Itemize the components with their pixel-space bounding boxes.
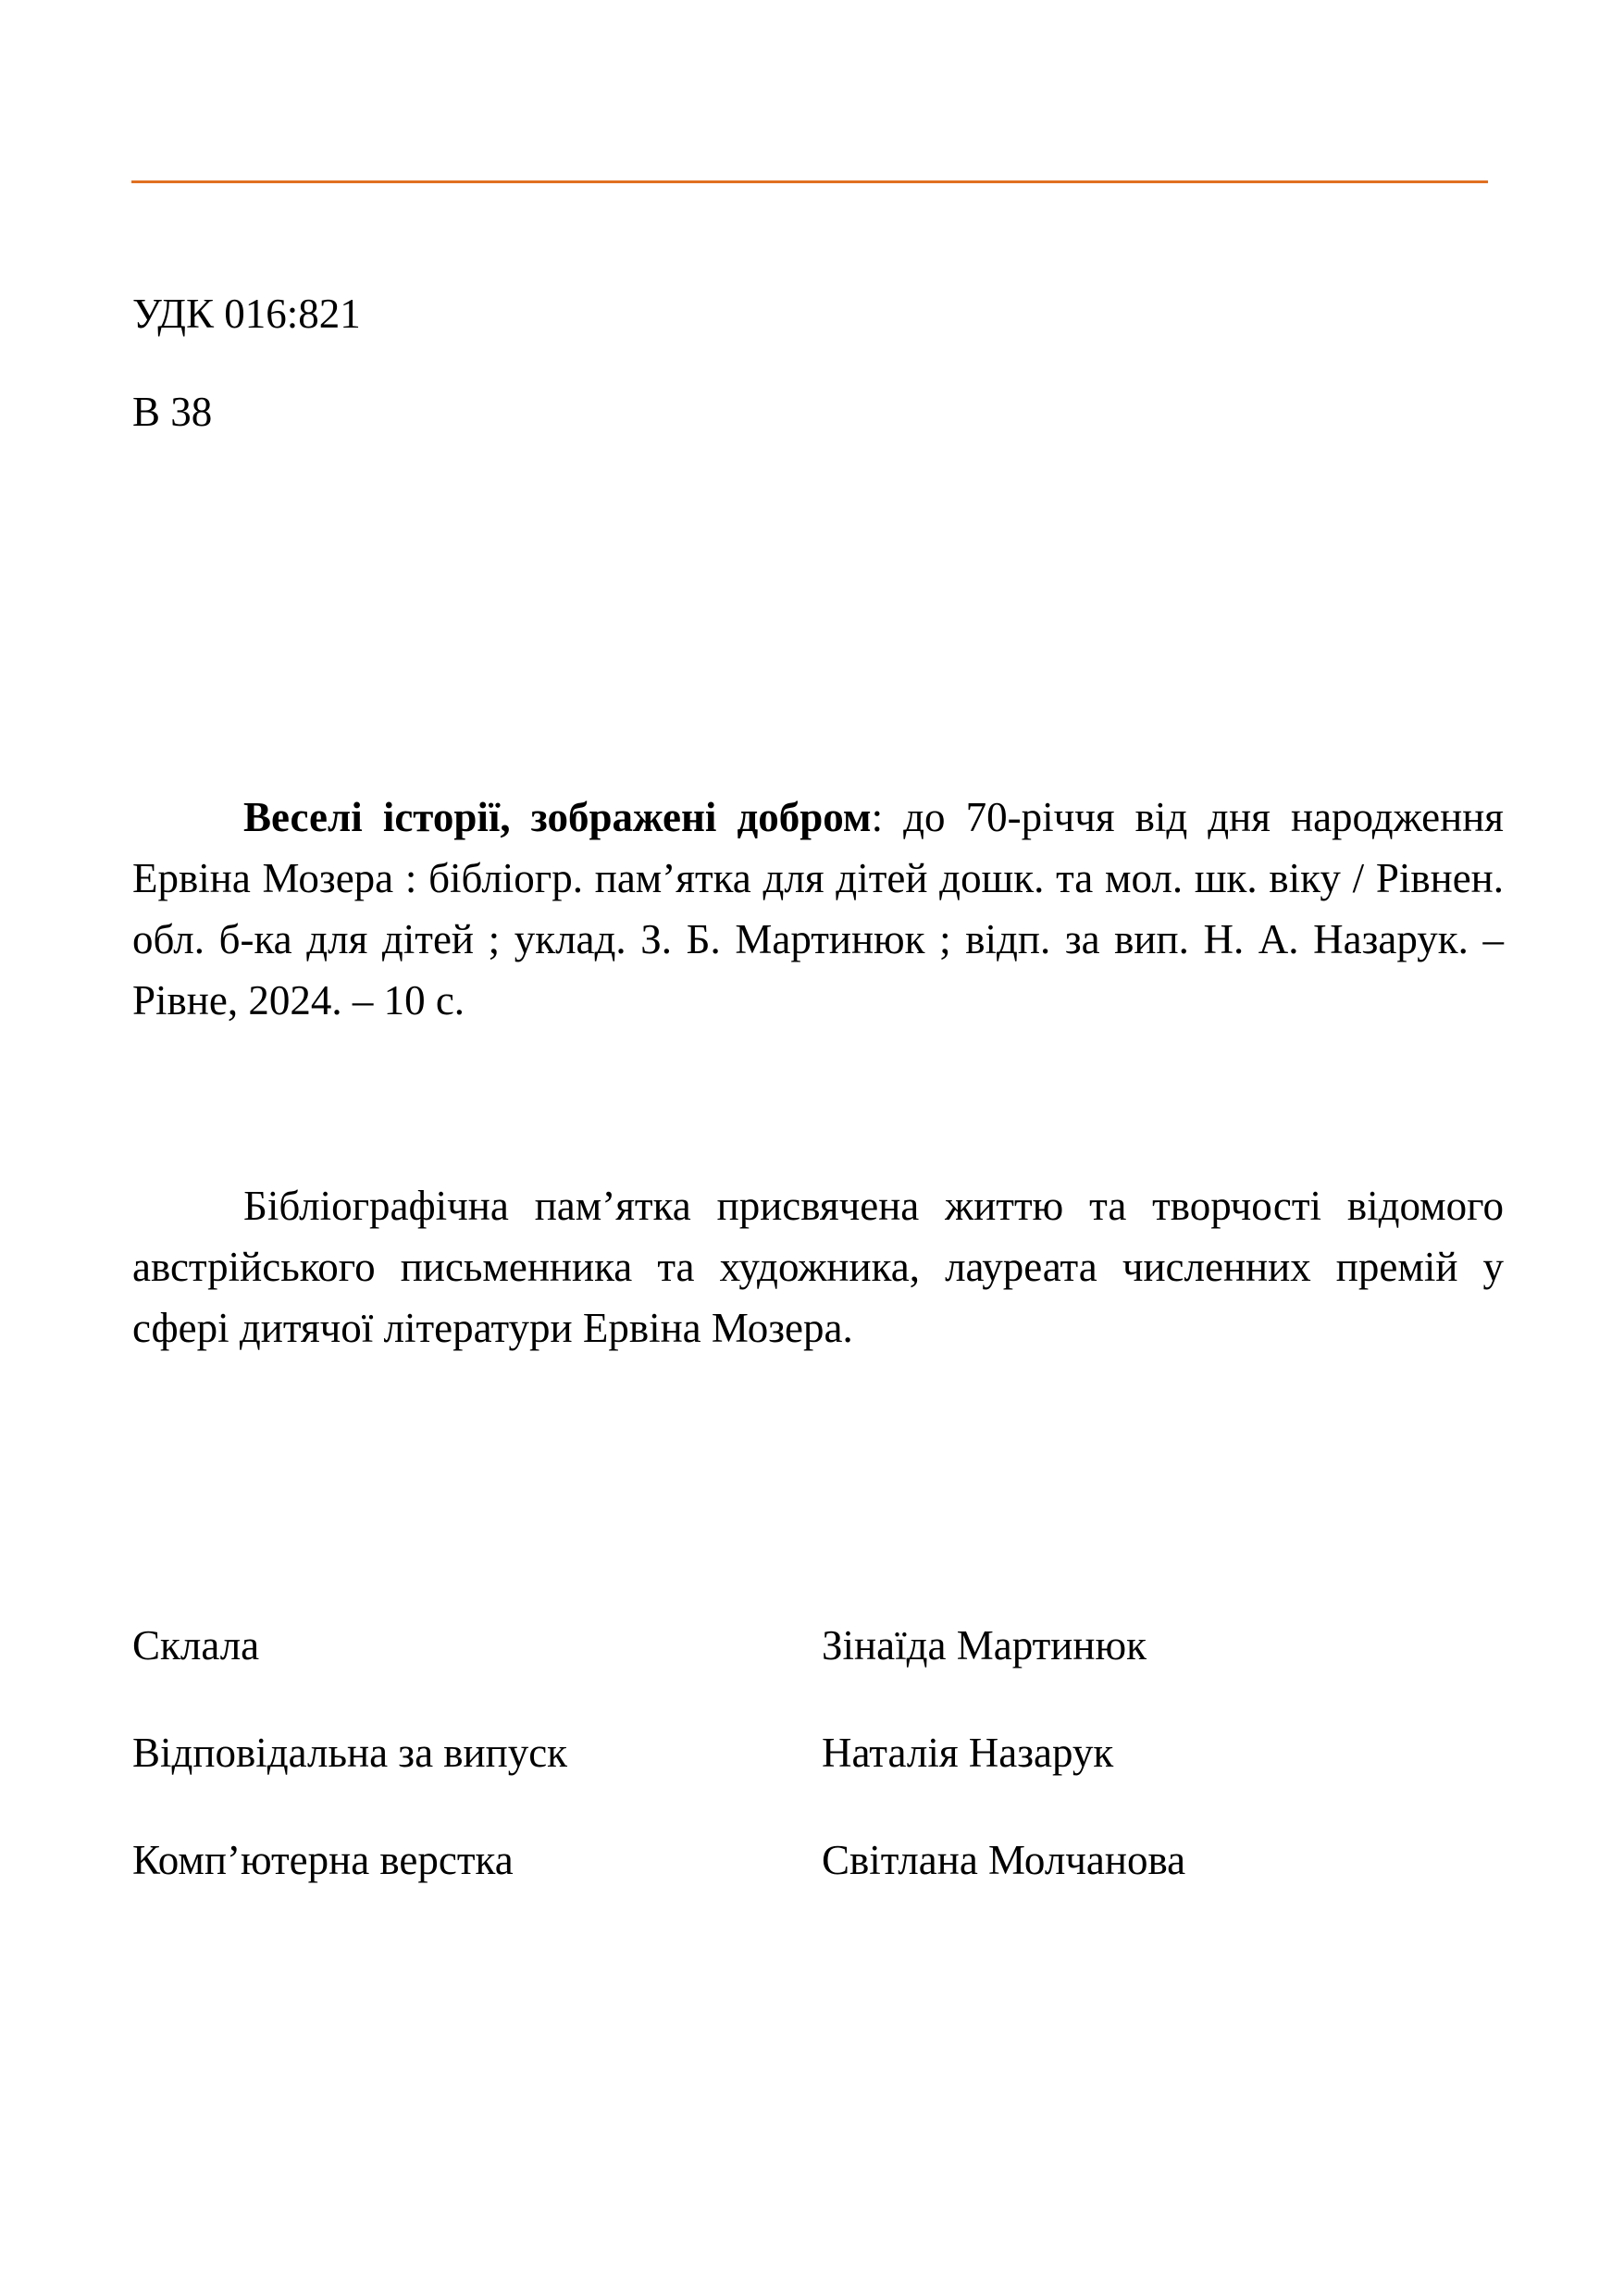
credit-name: Зінаїда Мартинюк (822, 1622, 1147, 1669)
credit-row-compiler (132, 1618, 1504, 1725)
credit-role: Склала (132, 1622, 260, 1669)
credit-row-responsible (132, 1725, 1504, 1832)
credit-name: Світлана Молчанова (822, 1837, 1186, 1883)
credit-name: Наталія Назарук (822, 1730, 1114, 1776)
citation-title: Веселі історії, зображені добром (243, 794, 872, 840)
credit-role: Комп’ютерна верстка (132, 1837, 514, 1883)
credit-role: Відповідальна за випуск (132, 1730, 568, 1776)
citation-details: : до 70-річчя від дня народження Ервіна Мозера : бібліогр. пам’ятка для дітей дошк. та мол. шк. віку / Рівнен. обл. б-ка для дітей ; уклад. З. Б. Мартинюк ; відп. за вип. Н. А. Назарук. – Рівне, 2024. – 10 с. (132, 794, 1504, 1023)
top-divider-line (131, 180, 1488, 183)
annotation-paragraph: Бібліографічна пам’ятка присвячена життю та творчості відомого австрійського письменника та художника, лауреата численних премій у сфері дитячої літератури Ервіна Мозера. (132, 1183, 1504, 1351)
credits-block (132, 1618, 1504, 1940)
udc-code: УДК 016:821 (132, 291, 361, 337)
credit-row-layout (132, 1832, 1504, 1940)
bibliographic-citation (132, 787, 1504, 1031)
author-sign-code: В 38 (132, 389, 213, 435)
